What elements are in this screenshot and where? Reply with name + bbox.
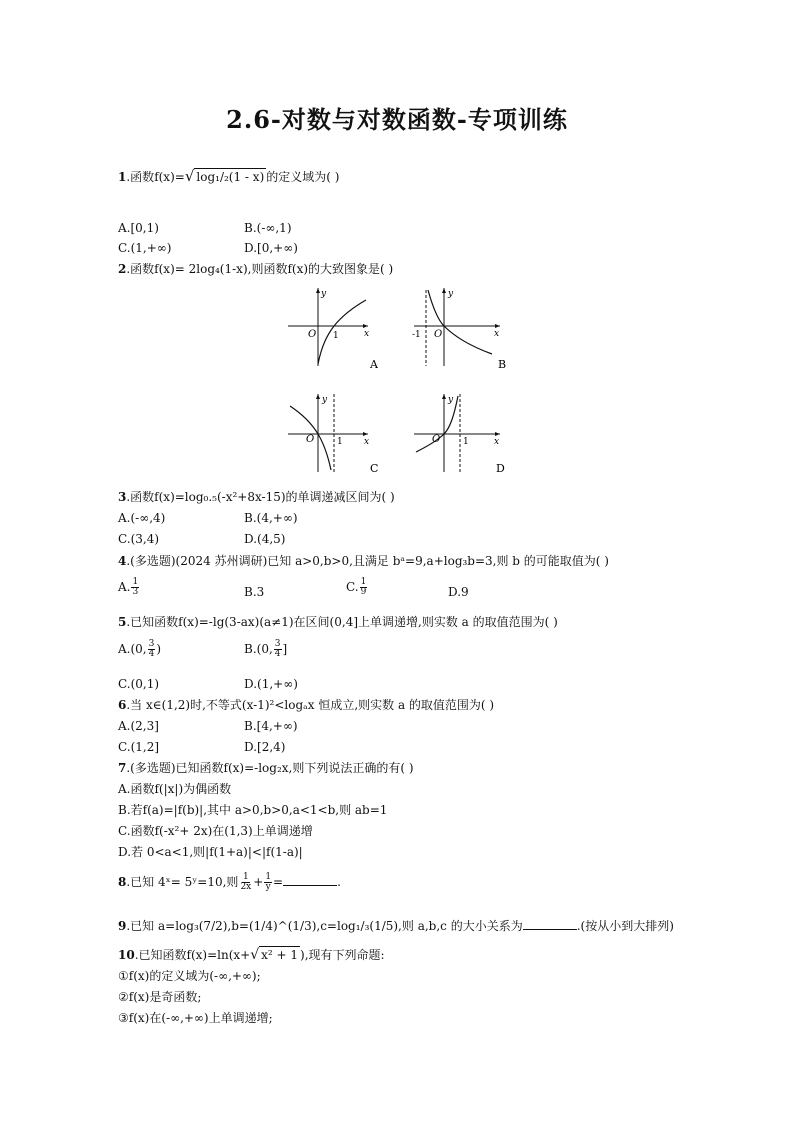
axis-y-label: y <box>448 395 454 405</box>
option-c: C.函数f(-x²+ 2x)在(1,3)上单调递增 <box>118 824 313 838</box>
tick-label: 1 <box>333 331 339 341</box>
origin-label: O <box>432 434 441 445</box>
fraction: $\frac{1}{2x}$ <box>240 872 252 892</box>
graph-c <box>282 388 392 478</box>
option-c: C.(0,1) <box>118 677 160 691</box>
graph-a <box>282 284 392 374</box>
axis-y-label: y <box>322 395 328 405</box>
fraction: $\frac{1}{y}$ <box>265 872 272 892</box>
question-5: 5.已知函数f(x)=-lg(3-ax)(a≠1)在区间(0,4]上单调递增,则实数 a 的取值范围为( ) <box>118 615 558 629</box>
origin-label: O <box>306 434 315 445</box>
question-6: 6.当 x∈(1,2)时,不等式(x-1)²<logₐx 恒成立,则实数 a 的取值范围为( ) <box>118 698 495 712</box>
tick-label: 1 <box>337 437 343 447</box>
option-b: B.(-∞,1) <box>244 221 292 235</box>
axis-x-label: x <box>364 329 370 339</box>
option-d: D.若 0<a<1,则|f(1+a)|<|f(1-a)| <box>118 845 303 859</box>
graph-b <box>408 284 518 374</box>
axis-x-label: x <box>494 329 500 339</box>
option-a: A.(0, $\frac{3}{4}$ ) <box>118 639 162 659</box>
option-c: C.(1,+∞) <box>118 241 172 255</box>
origin-label: O <box>308 329 317 340</box>
graph-label: D <box>496 462 505 475</box>
statement-1: ①f(x)的定义域为(-∞,+∞); <box>118 969 261 983</box>
fraction: $\frac{1}{3}$ <box>132 577 139 597</box>
axis-y-label: y <box>448 289 454 299</box>
option-c: C.(1,2] <box>118 740 160 754</box>
fraction: $\frac{1}{9}$ <box>360 577 367 597</box>
question-1: 1.函数f(x)=√ log₁/₂(1 - x) 的定义域为( ) <box>118 167 340 185</box>
option-b: B.若f(a)=|f(b)|,其中 a>0,b>0,a<1<b,则 ab=1 <box>118 803 388 817</box>
axis-x-label: x <box>494 437 500 447</box>
tick-label: -1 <box>412 330 421 340</box>
answer-blank[interactable] <box>283 874 337 886</box>
option-d: D.[2,4) <box>244 740 286 754</box>
statement-3: ③f(x)在(-∞,+∞)上单调递增; <box>118 1011 273 1025</box>
option-d: D.(1,+∞) <box>244 677 298 691</box>
statement-2: ②f(x)是奇函数; <box>118 990 202 1004</box>
option-c: C.(3,4) <box>118 532 160 546</box>
graph-d <box>408 388 518 478</box>
question-7: 7.(多选题)已知函数f(x)=-log₂x,则下列说法正确的有( ) <box>118 761 414 775</box>
option-d: D.(4,5) <box>244 532 286 546</box>
question-10: 10.已知函数f(x)=ln(x+√ x² + 1 ),现有下列命题: <box>118 947 385 963</box>
question-8: 8.已知 4ˣ= 5ʸ=10,则 $\frac{1}{2x}$ + $\frac{1}{y}$ = . <box>118 872 341 892</box>
option-b: B.(0, $\frac{3}{4}$ ] <box>244 639 288 659</box>
question-2: 2.函数f(x)= 2log₄(1-x),则函数f(x)的大致图象是( ) <box>118 262 394 276</box>
option-d: D.9 <box>448 585 469 599</box>
origin-label: O <box>434 329 443 340</box>
sqrt-expression: log₁/₂(1 - x) <box>196 170 265 184</box>
question-4: 4.(多选题)(2024 苏州调研)已知 a>0,b>0,且满足 bᵃ=9,a+log₃b=3,则 b 的可能取值为( ) <box>118 554 609 568</box>
graph-label: A <box>370 358 378 371</box>
answer-blank[interactable] <box>523 918 577 930</box>
graph-label: C <box>370 462 379 475</box>
axis-y-label: y <box>321 289 327 299</box>
option-d: D.[0,+∞) <box>244 241 298 255</box>
option-b: B.3 <box>244 585 265 599</box>
option-a: A.(2,3] <box>118 719 159 733</box>
option-a: A.[0,1) <box>118 221 159 235</box>
page-title: 2.6-对数与对数函数-专项训练 <box>226 105 568 134</box>
graph-label: B <box>498 358 507 371</box>
fraction: $\frac{3}{4}$ <box>274 639 281 659</box>
option-b: B.(4,+∞) <box>244 511 298 525</box>
question-3: 3.函数f(x)=log₀.₅(-x²+8x-15)的单调递减区间为( ) <box>118 490 395 504</box>
tick-label: 1 <box>463 437 469 447</box>
option-c: C. $\frac{1}{9}$ <box>346 577 367 597</box>
option-a: A.(-∞,4) <box>118 511 166 525</box>
question-9: 9.已知 a=log₃(7/2),b=(1/4)^(1/3),c=log₁/₃(1/5),则 a,b,c 的大小关系为 .(按从小到大排列) <box>118 919 674 933</box>
option-a: A.函数f(|x|)为偶函数 <box>118 782 232 796</box>
fraction: $\frac{3}{4}$ <box>148 639 155 659</box>
option-b: B.[4,+∞) <box>244 719 298 733</box>
sqrt-expression: x² + 1 <box>261 948 299 962</box>
option-a: A. $\frac{1}{3}$ <box>118 577 139 597</box>
axis-x-label: x <box>364 437 370 447</box>
